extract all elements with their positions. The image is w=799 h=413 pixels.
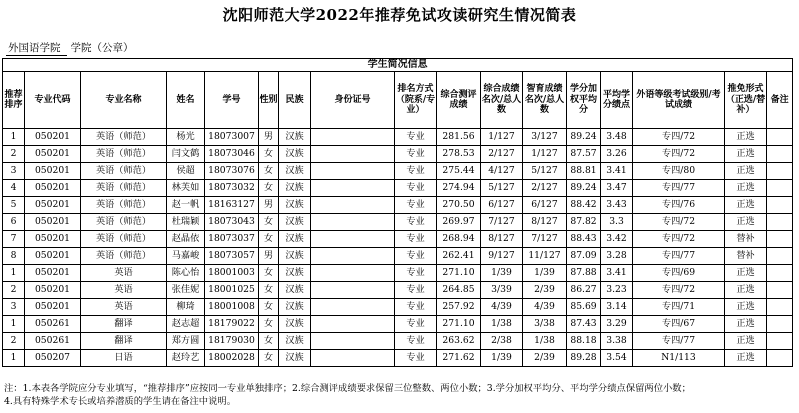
cell-id-card bbox=[311, 197, 395, 214]
cell-composite-score: 281.56 bbox=[437, 129, 481, 146]
cell-id-card bbox=[311, 299, 395, 316]
cell-gender: 男 bbox=[259, 248, 279, 265]
cell-ethnicity: 汉族 bbox=[279, 248, 311, 265]
cell-student-id: 18073057 bbox=[205, 248, 259, 265]
cell-gpa: 3.38 bbox=[601, 333, 633, 350]
cell-recommend-type: 正选 bbox=[725, 299, 767, 316]
column-header: 姓名 bbox=[167, 72, 205, 129]
cell-major-name: 英语（师范） bbox=[81, 197, 167, 214]
cell-language-exam: 专四/72 bbox=[633, 282, 725, 299]
cell-composite-score: 275.44 bbox=[437, 163, 481, 180]
cell-major-code: 050201 bbox=[25, 146, 81, 163]
cell-rank: 5 bbox=[3, 197, 25, 214]
cell-gpa: 3.26 bbox=[601, 146, 633, 163]
cell-ranking-method: 专业 bbox=[395, 282, 437, 299]
column-header: 专业代码 bbox=[25, 72, 81, 129]
cell-rank: 7 bbox=[3, 231, 25, 248]
cell-major-code: 050261 bbox=[25, 316, 81, 333]
cell-ranking-method: 专业 bbox=[395, 214, 437, 231]
cell-rank: 1 bbox=[3, 316, 25, 333]
footnote-line-1: 注：1.本表各学院应分专业填写，“推荐排序”应按同一专业单独排序；2.综合测评成绩要求保留三位整数、两位小数；3.学分加权平均分、平均学分绩点保留两位小数； bbox=[4, 383, 691, 394]
cell-gender: 男 bbox=[259, 129, 279, 146]
table-row bbox=[3, 248, 793, 265]
cell-major-code: 050201 bbox=[25, 299, 81, 316]
cell-major-name: 英语（师范） bbox=[81, 163, 167, 180]
college-line bbox=[6, 40, 134, 56]
cell-major-code: 050201 bbox=[25, 231, 81, 248]
cell-remarks bbox=[767, 299, 793, 316]
cell-ethnicity: 汉族 bbox=[279, 316, 311, 333]
cell-ranking-method: 专业 bbox=[395, 231, 437, 248]
cell-academic-rank: 3/127 bbox=[523, 129, 567, 146]
column-header: 性别 bbox=[259, 72, 279, 129]
cell-weighted-average: 87.88 bbox=[567, 265, 601, 282]
cell-recommend-type: 正选 bbox=[725, 350, 767, 367]
cell-ranking-method: 专业 bbox=[395, 265, 437, 282]
cell-id-card bbox=[311, 214, 395, 231]
cell-id-card bbox=[311, 282, 395, 299]
cell-composite-score: 268.94 bbox=[437, 231, 481, 248]
cell-composite-score: 257.92 bbox=[437, 299, 481, 316]
cell-ethnicity: 汉族 bbox=[279, 180, 311, 197]
table-row bbox=[3, 231, 793, 248]
cell-gpa: 3.29 bbox=[601, 316, 633, 333]
cell-remarks bbox=[767, 231, 793, 248]
column-header: 备注 bbox=[767, 72, 793, 129]
cell-student-id: 18073046 bbox=[205, 146, 259, 163]
cell-id-card bbox=[311, 248, 395, 265]
cell-weighted-average: 87.09 bbox=[567, 248, 601, 265]
cell-rank: 3 bbox=[3, 163, 25, 180]
cell-remarks bbox=[767, 214, 793, 231]
cell-major-name: 英语（师范） bbox=[81, 231, 167, 248]
cell-weighted-average: 89.24 bbox=[567, 180, 601, 197]
cell-composite-rank: 7/127 bbox=[481, 214, 523, 231]
cell-gender: 女 bbox=[259, 350, 279, 367]
column-header: 排名方式（院系/专业） bbox=[395, 72, 437, 129]
cell-academic-rank: 2/39 bbox=[523, 282, 567, 299]
cell-major-code: 050261 bbox=[25, 333, 81, 350]
cell-academic-rank: 8/127 bbox=[523, 214, 567, 231]
cell-id-card bbox=[311, 180, 395, 197]
cell-id-card bbox=[311, 129, 395, 146]
cell-language-exam: 专四/69 bbox=[633, 265, 725, 282]
cell-student-id: 18073076 bbox=[205, 163, 259, 180]
cell-rank: 4 bbox=[3, 180, 25, 197]
table-row bbox=[3, 333, 793, 350]
cell-ranking-method: 专业 bbox=[395, 316, 437, 333]
cell-composite-rank: 1/39 bbox=[481, 350, 523, 367]
cell-composite-score: 274.94 bbox=[437, 180, 481, 197]
cell-language-exam: 专四/72 bbox=[633, 146, 725, 163]
cell-id-card bbox=[311, 265, 395, 282]
cell-student-name: 郑方圆 bbox=[167, 333, 205, 350]
cell-language-exam: 专四/77 bbox=[633, 333, 725, 350]
cell-language-exam: 专四/71 bbox=[633, 299, 725, 316]
cell-student-name: 陈心怡 bbox=[167, 265, 205, 282]
cell-remarks bbox=[767, 282, 793, 299]
table-row bbox=[3, 197, 793, 214]
cell-composite-rank: 6/127 bbox=[481, 197, 523, 214]
cell-gender: 女 bbox=[259, 333, 279, 350]
cell-ethnicity: 汉族 bbox=[279, 129, 311, 146]
cell-composite-rank: 4/127 bbox=[481, 163, 523, 180]
cell-gpa: 3.23 bbox=[601, 282, 633, 299]
cell-weighted-average: 89.28 bbox=[567, 350, 601, 367]
cell-weighted-average: 87.43 bbox=[567, 316, 601, 333]
cell-ethnicity: 汉族 bbox=[279, 163, 311, 180]
table-row bbox=[3, 265, 793, 282]
cell-ranking-method: 专业 bbox=[395, 299, 437, 316]
cell-remarks bbox=[767, 316, 793, 333]
cell-composite-score: 271.62 bbox=[437, 350, 481, 367]
cell-major-name: 英语（师范） bbox=[81, 180, 167, 197]
cell-gender: 女 bbox=[259, 265, 279, 282]
cell-gender: 女 bbox=[259, 214, 279, 231]
table-row bbox=[3, 129, 793, 146]
cell-language-exam: 专四/72 bbox=[633, 129, 725, 146]
cell-student-id: 18001008 bbox=[205, 299, 259, 316]
cell-major-name: 翻译 bbox=[81, 333, 167, 350]
cell-major-name: 日语 bbox=[81, 350, 167, 367]
cell-recommend-type: 替补 bbox=[725, 231, 767, 248]
cell-language-exam: 专四/77 bbox=[633, 248, 725, 265]
cell-composite-rank: 1/39 bbox=[481, 265, 523, 282]
cell-composite-score: 262.41 bbox=[437, 248, 481, 265]
cell-weighted-average: 86.27 bbox=[567, 282, 601, 299]
cell-rank: 3 bbox=[3, 299, 25, 316]
column-header: 智育成绩名次/总人数 bbox=[523, 72, 567, 129]
cell-gender: 女 bbox=[259, 299, 279, 316]
cell-ethnicity: 汉族 bbox=[279, 350, 311, 367]
cell-remarks bbox=[767, 265, 793, 282]
footnote-line-2: 4.具有特殊学术专长或培养潜质的学生请在备注中说明。 bbox=[4, 395, 236, 407]
cell-composite-rank: 9/127 bbox=[481, 248, 523, 265]
college-name: 外国语学院 bbox=[6, 40, 67, 56]
cell-academic-rank: 2/39 bbox=[523, 350, 567, 367]
cell-gpa: 3.41 bbox=[601, 265, 633, 282]
cell-gender: 男 bbox=[259, 197, 279, 214]
column-header: 身份证号 bbox=[311, 72, 395, 129]
cell-ethnicity: 汉族 bbox=[279, 265, 311, 282]
cell-id-card bbox=[311, 146, 395, 163]
column-header: 学分加权平均分 bbox=[567, 72, 601, 129]
cell-rank: 1 bbox=[3, 350, 25, 367]
cell-language-exam: 专四/72 bbox=[633, 214, 725, 231]
cell-gpa: 3.3 bbox=[601, 214, 633, 231]
cell-academic-rank: 1/39 bbox=[523, 265, 567, 282]
cell-rank: 2 bbox=[3, 333, 25, 350]
cell-remarks bbox=[767, 197, 793, 214]
column-header: 民族 bbox=[279, 72, 311, 129]
cell-student-id: 18001025 bbox=[205, 282, 259, 299]
cell-composite-rank: 1/38 bbox=[481, 316, 523, 333]
column-header: 学号 bbox=[205, 72, 259, 129]
cell-weighted-average: 88.81 bbox=[567, 163, 601, 180]
cell-recommend-type: 正选 bbox=[725, 265, 767, 282]
cell-composite-score: 271.10 bbox=[437, 316, 481, 333]
cell-student-name: 赵晶依 bbox=[167, 231, 205, 248]
cell-student-name: 侯超 bbox=[167, 163, 205, 180]
cell-gender: 女 bbox=[259, 282, 279, 299]
cell-major-code: 050201 bbox=[25, 248, 81, 265]
cell-composite-score: 271.10 bbox=[437, 265, 481, 282]
cell-composite-rank: 2/127 bbox=[481, 146, 523, 163]
cell-major-code: 050201 bbox=[25, 129, 81, 146]
cell-recommend-type: 正选 bbox=[725, 316, 767, 333]
cell-id-card bbox=[311, 231, 395, 248]
cell-student-name: 马嘉峻 bbox=[167, 248, 205, 265]
cell-major-name: 翻译 bbox=[81, 316, 167, 333]
cell-ranking-method: 专业 bbox=[395, 333, 437, 350]
cell-academic-rank: 5/127 bbox=[523, 163, 567, 180]
cell-ethnicity: 汉族 bbox=[279, 231, 311, 248]
cell-rank: 6 bbox=[3, 214, 25, 231]
cell-recommend-type: 正选 bbox=[725, 163, 767, 180]
cell-composite-score: 264.85 bbox=[437, 282, 481, 299]
cell-id-card bbox=[311, 333, 395, 350]
cell-composite-score: 278.53 bbox=[437, 146, 481, 163]
cell-student-id: 18163127 bbox=[205, 197, 259, 214]
cell-recommend-type: 正选 bbox=[725, 282, 767, 299]
cell-rank: 1 bbox=[3, 265, 25, 282]
cell-rank: 8 bbox=[3, 248, 25, 265]
cell-id-card bbox=[311, 350, 395, 367]
cell-language-exam: 专四/80 bbox=[633, 163, 725, 180]
cell-rank: 2 bbox=[3, 146, 25, 163]
cell-remarks bbox=[767, 350, 793, 367]
table-row bbox=[3, 299, 793, 316]
cell-gpa: 3.43 bbox=[601, 197, 633, 214]
cell-remarks bbox=[767, 180, 793, 197]
cell-weighted-average: 89.24 bbox=[567, 129, 601, 146]
cell-recommend-type: 正选 bbox=[725, 214, 767, 231]
cell-student-id: 18073007 bbox=[205, 129, 259, 146]
cell-weighted-average: 85.69 bbox=[567, 299, 601, 316]
cell-academic-rank: 7/127 bbox=[523, 231, 567, 248]
cell-gender: 女 bbox=[259, 180, 279, 197]
cell-student-name: 闫文鹤 bbox=[167, 146, 205, 163]
page-title: 沈阳师范大学2022年推荐免试攻读研究生情况简表 bbox=[222, 6, 577, 24]
cell-weighted-average: 87.57 bbox=[567, 146, 601, 163]
cell-gpa: 3.41 bbox=[601, 163, 633, 180]
cell-ethnicity: 汉族 bbox=[279, 282, 311, 299]
cell-recommend-type: 正选 bbox=[725, 180, 767, 197]
college-seal-label: 学院（公章） bbox=[70, 42, 134, 54]
cell-student-id: 18002028 bbox=[205, 350, 259, 367]
cell-major-name: 英语（师范） bbox=[81, 248, 167, 265]
cell-gpa: 3.14 bbox=[601, 299, 633, 316]
cell-weighted-average: 88.43 bbox=[567, 231, 601, 248]
cell-major-code: 050201 bbox=[25, 214, 81, 231]
cell-ranking-method: 专业 bbox=[395, 248, 437, 265]
cell-gpa: 3.54 bbox=[601, 350, 633, 367]
cell-ranking-method: 专业 bbox=[395, 146, 437, 163]
cell-major-name: 英语（师范） bbox=[81, 129, 167, 146]
cell-academic-rank: 11/127 bbox=[523, 248, 567, 265]
cell-major-name: 英语（师范） bbox=[81, 146, 167, 163]
column-header: 综合成绩名次/总人数 bbox=[481, 72, 523, 129]
table-row bbox=[3, 214, 793, 231]
footnote bbox=[4, 383, 794, 408]
cell-major-code: 050207 bbox=[25, 350, 81, 367]
cell-language-exam: N1/113 bbox=[633, 350, 725, 367]
cell-composite-score: 263.62 bbox=[437, 333, 481, 350]
cell-recommend-type: 正选 bbox=[725, 333, 767, 350]
cell-rank: 2 bbox=[3, 282, 25, 299]
cell-composite-rank: 1/127 bbox=[481, 129, 523, 146]
cell-ethnicity: 汉族 bbox=[279, 146, 311, 163]
table-row bbox=[3, 180, 793, 197]
cell-student-name: 杜瑞颖 bbox=[167, 214, 205, 231]
cell-major-code: 050201 bbox=[25, 163, 81, 180]
cell-language-exam: 专四/76 bbox=[633, 197, 725, 214]
cell-remarks bbox=[767, 146, 793, 163]
header-row bbox=[3, 72, 793, 129]
table-body bbox=[3, 129, 793, 367]
cell-ethnicity: 汉族 bbox=[279, 214, 311, 231]
cell-student-id: 18179030 bbox=[205, 333, 259, 350]
cell-student-id: 18179022 bbox=[205, 316, 259, 333]
column-header: 推免形式（正选/替补） bbox=[725, 72, 767, 129]
cell-ethnicity: 汉族 bbox=[279, 197, 311, 214]
cell-student-name: 杨光 bbox=[167, 129, 205, 146]
cell-major-name: 英语（师范） bbox=[81, 214, 167, 231]
cell-language-exam: 专四/67 bbox=[633, 316, 725, 333]
column-header: 外语等级考试级别/考试成绩 bbox=[633, 72, 725, 129]
cell-remarks bbox=[767, 248, 793, 265]
cell-ranking-method: 专业 bbox=[395, 163, 437, 180]
cell-academic-rank: 2/127 bbox=[523, 180, 567, 197]
table-row bbox=[3, 350, 793, 367]
student-summary-table bbox=[2, 58, 793, 367]
cell-major-code: 050201 bbox=[25, 265, 81, 282]
cell-gender: 女 bbox=[259, 231, 279, 248]
cell-student-id: 18073043 bbox=[205, 214, 259, 231]
cell-student-name: 赵玲艺 bbox=[167, 350, 205, 367]
cell-academic-rank: 4/39 bbox=[523, 299, 567, 316]
cell-composite-score: 270.50 bbox=[437, 197, 481, 214]
cell-rank: 1 bbox=[3, 129, 25, 146]
cell-student-id: 18073032 bbox=[205, 180, 259, 197]
cell-academic-rank: 1/127 bbox=[523, 146, 567, 163]
cell-weighted-average: 88.42 bbox=[567, 197, 601, 214]
cell-remarks bbox=[767, 129, 793, 146]
table-row bbox=[3, 146, 793, 163]
cell-ranking-method: 专业 bbox=[395, 129, 437, 146]
column-header: 推荐排序 bbox=[3, 72, 25, 129]
cell-academic-rank: 1/38 bbox=[523, 333, 567, 350]
cell-recommend-type: 正选 bbox=[725, 197, 767, 214]
cell-composite-rank: 4/39 bbox=[481, 299, 523, 316]
column-header: 综合测评成绩 bbox=[437, 72, 481, 129]
cell-gpa: 3.48 bbox=[601, 129, 633, 146]
section-title: 学生简况信息 bbox=[3, 59, 793, 72]
cell-remarks bbox=[767, 333, 793, 350]
cell-ranking-method: 专业 bbox=[395, 180, 437, 197]
cell-major-code: 050201 bbox=[25, 180, 81, 197]
cell-gpa: 3.47 bbox=[601, 180, 633, 197]
cell-recommend-type: 正选 bbox=[725, 146, 767, 163]
cell-major-code: 050201 bbox=[25, 282, 81, 299]
cell-student-name: 林芙如 bbox=[167, 180, 205, 197]
cell-ethnicity: 汉族 bbox=[279, 299, 311, 316]
cell-composite-rank: 5/127 bbox=[481, 180, 523, 197]
cell-major-code: 050201 bbox=[25, 197, 81, 214]
cell-academic-rank: 6/127 bbox=[523, 197, 567, 214]
cell-gender: 女 bbox=[259, 146, 279, 163]
cell-ethnicity: 汉族 bbox=[279, 333, 311, 350]
table-row bbox=[3, 163, 793, 180]
cell-id-card bbox=[311, 316, 395, 333]
cell-weighted-average: 87.82 bbox=[567, 214, 601, 231]
cell-student-name: 张佳妮 bbox=[167, 282, 205, 299]
cell-id-card bbox=[311, 163, 395, 180]
cell-recommend-type: 替补 bbox=[725, 248, 767, 265]
column-header: 平均学分绩点 bbox=[601, 72, 633, 129]
cell-composite-score: 269.97 bbox=[437, 214, 481, 231]
cell-gpa: 3.28 bbox=[601, 248, 633, 265]
cell-ranking-method: 专业 bbox=[395, 197, 437, 214]
cell-gender: 女 bbox=[259, 163, 279, 180]
cell-recommend-type: 正选 bbox=[725, 129, 767, 146]
cell-language-exam: 专四/77 bbox=[633, 180, 725, 197]
cell-composite-rank: 2/38 bbox=[481, 333, 523, 350]
column-header: 专业名称 bbox=[81, 72, 167, 129]
table-row bbox=[3, 282, 793, 299]
cell-gender: 女 bbox=[259, 316, 279, 333]
cell-gpa: 3.42 bbox=[601, 231, 633, 248]
cell-remarks bbox=[767, 163, 793, 180]
cell-weighted-average: 88.18 bbox=[567, 333, 601, 350]
cell-language-exam: 专四/72 bbox=[633, 231, 725, 248]
cell-student-name: 柳琦 bbox=[167, 299, 205, 316]
cell-major-name: 英语 bbox=[81, 265, 167, 282]
cell-composite-rank: 3/39 bbox=[481, 282, 523, 299]
cell-composite-rank: 8/127 bbox=[481, 231, 523, 248]
table-row bbox=[3, 316, 793, 333]
cell-major-name: 英语 bbox=[81, 282, 167, 299]
cell-academic-rank: 3/38 bbox=[523, 316, 567, 333]
cell-student-id: 18073037 bbox=[205, 231, 259, 248]
cell-student-name: 赵一帆 bbox=[167, 197, 205, 214]
cell-student-name: 赵志超 bbox=[167, 316, 205, 333]
cell-major-name: 英语 bbox=[81, 299, 167, 316]
cell-ranking-method: 专业 bbox=[395, 350, 437, 367]
cell-student-id: 18001003 bbox=[205, 265, 259, 282]
